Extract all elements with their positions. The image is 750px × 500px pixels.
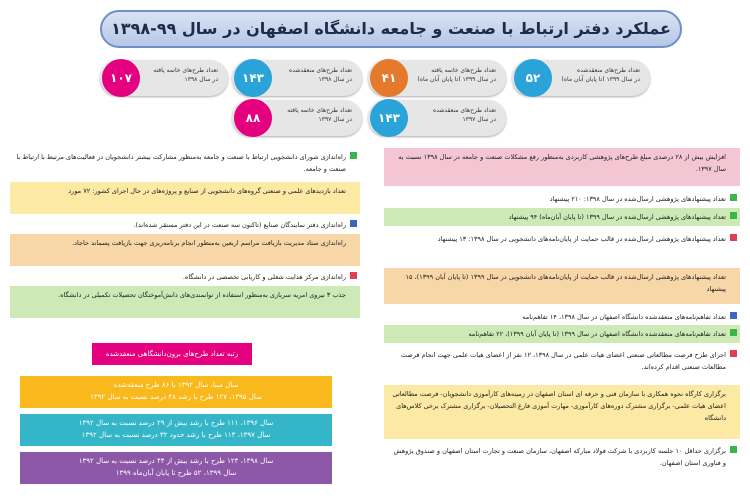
stat-card (512, 60, 650, 96)
stat-number: ۵۲ (514, 59, 552, 97)
ranking-title: رتبه تعداد طرح‌های برون‌دانشگاهی منعقدشده (92, 343, 252, 365)
bullet-square (730, 446, 737, 453)
info-block: تعداد پیشنهادهای پژوهشی ارسال‌شده در قالب حمایت از پایان‌نامه‌های دانشجویی در سال ۱۳۹۸: ۱۳ پیشنهاد (384, 230, 740, 266)
bullet-square (350, 272, 357, 279)
info-block: تعداد پیشنهادهای پژوهشی ارسال‌شده در سال ۱۳۹۸: ۲۱۰ پیشنهاد (384, 190, 740, 205)
ranking-line: سال مبنا، سال ۱۳۹۲ با ۸۶ طرح منعقدشده (113, 381, 239, 389)
stat-label: تعداد طرح‌های خاتمه یافته (287, 107, 352, 114)
bullet-square (730, 234, 737, 241)
info-block: راه‌اندازی مرکز هدایت شغلی و کاریابی تخصصی در دانشگاه. (10, 268, 360, 284)
info-block: راه‌اندازی دفتر نمایندگان صنایع (تاکنون سه صنعت در این دفتر مستقر شده‌اند). (10, 216, 360, 232)
info-block: راه‌اندازی ستاد مدیریت بازیافت مراسم اربعین به‌منظور انجام برنامه‌ریزی جهت بازیافت پسماند حاجاد. (10, 234, 360, 266)
info-block: اجرای طرح فرصت مطالعاتی صنعتی اعضای هیات علمی در سال ۱۳۹۸، ۱۲ نفر از اعضای هیات علمی جهت انجام فرصت مطالعات صنعتی اقدام کرده‌اند. (384, 346, 740, 382)
page-title: عملکرد دفتر ارتباط با صنعت و جامعه دانشگاه اصفهان در سال ۹۹-۱۳۹۸ (100, 10, 682, 48)
ranking-line: سال ۱۳۹۹، ۵۲ طرح تا پایان آبان‌ماه ۱۳۹۹ (115, 469, 237, 477)
stat-sub: در سال ۱۳۹۹ (تا پایان آبان ماه) (417, 76, 496, 83)
stat-number: ۱۰۷ (102, 59, 140, 97)
bullet-square (730, 350, 737, 357)
ranking-row (20, 376, 332, 408)
stat-sub: در سال ۱۳۹۹ (تا پایان آبان ماه) (561, 76, 640, 83)
info-block: برگزاری کارگاه نحوه همکاری با سازمان فنی و حرفه ای استان اصفهان در زمینه‌های کارآموزی دانشجویان- فرصت مطالعاتی اعضای هیات علمی- برگزاری مشترک دوره‌های کارآموزی- مهارت آموزی فارغ التحصیلان- برگزاری مشترک برخی کلاس‌های دانشگاه (384, 385, 740, 439)
stat-sub: در سال ۱۳۹۸ (184, 76, 218, 83)
ranking-row (20, 414, 332, 446)
stat-sub: در سال ۱۳۹۷ (462, 116, 496, 123)
stat-card (368, 100, 506, 136)
info-block: افزایش بیش از ۲۸ درصدی مبلغ طرح‌های پژوهشی کاربردی به‌منظور رفع مشکلات صنعت و جامعه در سال ۱۳۹۸ نسبت به سال ۱۳۹۷. (384, 148, 740, 186)
bullet-square (730, 312, 737, 319)
info-block: تعداد پیشنهادهای پژوهشی ارسال‌شده در سال ۱۳۹۹ (تا پایان آبان‌ماه) ۹۴ پیشنهاد (384, 208, 740, 226)
info-block: تعداد تفاهم‌نامه‌های منعقدشده دانشگاه اصفهان در سال ۱۳۹۹ (تا پایان آبان ۱۳۹۹)، ۲۲ تفاهم‌نامه (384, 325, 740, 343)
stat-card (232, 60, 362, 96)
bullet-square (350, 152, 357, 159)
info-block: راه‌اندازی شورای دانشجویی ارتباط با صنعت و جامعه به‌منظور مشارکت بیشتر دانشجویان در فعالیت‌های مرتبط با ارتباط با صنعت و جامعه. (10, 148, 360, 180)
stat-number: ۸۸ (234, 99, 272, 137)
bullet-square (350, 220, 357, 227)
info-block: تعداد بازدیدهای علمی و صنعتی گروه‌های دانشجویی از صنایع و پروژه‌های در حال اجرای کشور: ۷۲ مورد (10, 182, 360, 214)
stat-sub: در سال ۱۳۹۸ (318, 76, 352, 83)
ranking-row (20, 452, 332, 484)
ranking-line: سال ۱۳۹۷، ۱۱۳ طرح با رشد حدود ۳۲ درصد نسبت به سال ۱۳۹۲ (81, 431, 271, 439)
ranking-line: سال ۱۳۹۵، ۱۲۷ طرح با رشد ۴۸ درصد نسبت به سال ۱۳۹۲ (90, 393, 262, 401)
bullet-square (730, 194, 737, 201)
info-block: برگزاری حداقل ۱۰ جلسه کاربردی با شرکت فولاد مبارکه اصفهان، سازمان صنعت و تجارت استان اصفهان و صندوق پژوهش و فناوری استان اصفهان. (384, 442, 740, 478)
stat-sub: در سال ۱۳۹۷ (318, 116, 352, 123)
info-block: تعداد تفاهم‌نامه‌های منعقدشده دانشگاه اصفهان در سال ۱۳۹۸، ۱۴ تفاهم‌نامه (384, 308, 740, 323)
stat-number: ۱۴۳ (370, 99, 408, 137)
stat-card (368, 60, 506, 96)
ranking-line: سال ۱۳۹۸، ۱۲۴ طرح با رشد بیش از ۴۴ درصد نسبت به سال ۱۳۹۲ (78, 457, 274, 465)
bullet-square (730, 212, 737, 219)
stat-card (232, 100, 362, 136)
bullet-square (730, 329, 737, 336)
stat-label: تعداد طرح‌های منعقدشده (289, 67, 352, 74)
stat-card (100, 60, 228, 96)
stat-label: تعداد طرح‌های منعقدشده (577, 67, 640, 74)
ranking-line: سال ۱۳۹۶، ۱۱۱ طرح با رشد بیش از ۲۹ درصد نسبت به سال ۱۳۹۲ (78, 419, 274, 427)
stat-label: تعداد طرح‌های منعقدشده (433, 107, 496, 114)
info-block: تعداد پیشنهادهای پژوهشی ارسال‌شده در قالب حمایت از پایان‌نامه‌های دانشجویی در سال ۱۳۹۹ (تا پایان آبان ۱۳۹۹)، ۱۵ پیشنهاد (384, 268, 740, 304)
stat-number: ۴۱ (370, 59, 408, 97)
stat-label: تعداد طرح‌های خاتمه یافته (431, 67, 496, 74)
info-block: جذب ۳ نیروی امریه سربازی به‌منظور استفاده از توانمندی‌های دانش‌آموختگان تحصیلات تکمیلی در دانشگاه. (10, 286, 360, 318)
stat-number: ۱۴۳ (234, 59, 272, 97)
stat-label: تعداد طرح‌های خاتمه یافته (153, 67, 218, 74)
